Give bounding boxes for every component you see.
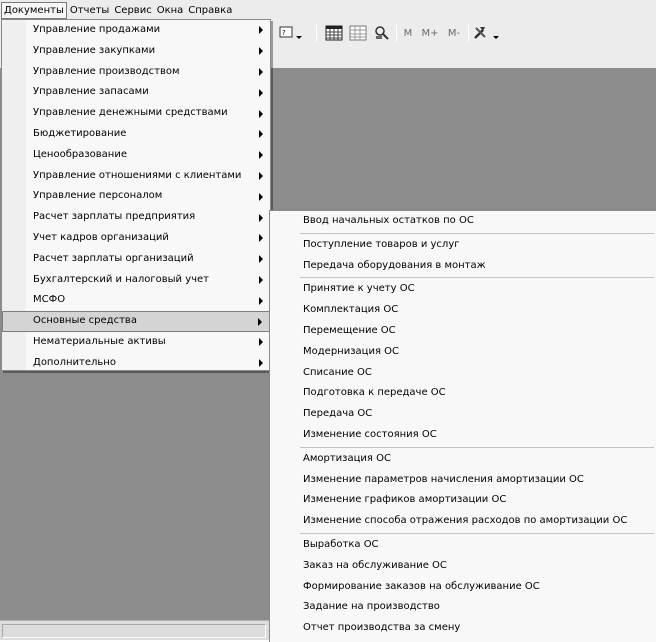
submenu-arrow-icon — [259, 276, 263, 284]
submenu-arrow-icon — [259, 110, 263, 118]
submenu-item[interactable]: Ввод начальных остатков по ОС — [303, 215, 474, 226]
menu-reports[interactable]: Отчеты — [69, 4, 110, 16]
submenu-item[interactable]: Изменение графиков амортизации ОС — [303, 494, 507, 506]
main-menu-item[interactable] — [2, 207, 270, 228]
submenu-item[interactable]: Принятие к учету ОС — [303, 283, 415, 295]
toolbar-separator — [468, 25, 469, 42]
main-menu-item[interactable] — [2, 82, 270, 103]
submenu-arrow-icon — [259, 338, 263, 346]
submenu-item[interactable]: Комплектация ОС — [303, 304, 399, 316]
submenu-arrow-icon — [259, 234, 263, 242]
submenu-item[interactable]: Амортизация ОС — [303, 452, 391, 464]
main-menu-item-label: Управление закупками — [33, 44, 156, 56]
submenu-arrow-icon — [259, 68, 263, 76]
documents-dropdown-menu — [1, 19, 271, 371]
submenu-item[interactable]: Формирование заказов на обслуживание ОС — [303, 580, 540, 592]
submenu-arrow-icon — [259, 255, 263, 263]
help-icon[interactable] — [278, 24, 304, 42]
main-menu-item-label: Управление отношениями с клиентами — [33, 169, 242, 181]
status-segment — [2, 624, 266, 638]
submenu-arrow-icon — [259, 47, 263, 55]
submenu-item[interactable]: Списание ОС — [303, 366, 372, 378]
submenu-arrow-icon — [259, 89, 263, 97]
main-menu-item-label: Основные средства — [33, 315, 137, 327]
submenu-item[interactable]: Изменение состояния ОС — [303, 428, 437, 440]
submenu-item[interactable]: Поступление товаров и услуг — [303, 238, 460, 250]
main-menu-item-label: Бухгалтерский и налоговый учет — [33, 273, 210, 285]
main-menu-item-label: Дополнительно — [33, 356, 116, 368]
main-menu-item-label: Управление производством — [33, 65, 180, 77]
tools-icon[interactable] — [472, 24, 502, 42]
main-menu-item-label: Управление запасами — [33, 86, 149, 98]
main-menu-item-label: Управление персоналом — [33, 190, 163, 202]
main-menu-item-label: Управление продажами — [33, 24, 161, 35]
fixed-assets-submenu — [269, 210, 656, 642]
main-menu-item[interactable] — [2, 62, 270, 83]
main-menu-item[interactable] — [2, 353, 270, 374]
submenu-item[interactable]: Передача ОС — [303, 408, 373, 420]
calendar-icon[interactable] — [324, 24, 344, 42]
memory-minus-icon[interactable]: M- — [447, 27, 461, 39]
menu-separator — [300, 233, 654, 234]
main-menu-item-label: Ценообразование — [33, 148, 127, 160]
menu-bar — [0, 0, 656, 20]
main-menu-item[interactable] — [2, 332, 270, 353]
main-menu-item-label: Нематериальные активы — [33, 335, 166, 347]
grid-icon[interactable] — [348, 24, 368, 42]
toolbar-separator — [396, 25, 397, 42]
main-menu-item-label: Учет кадров организаций — [33, 231, 169, 243]
main-menu-item-label: МСФО — [33, 294, 66, 306]
submenu-item[interactable]: Выработка ОС — [303, 538, 379, 550]
main-menu-item[interactable] — [2, 145, 270, 166]
main-menu-item[interactable] — [2, 166, 270, 187]
search-user-icon[interactable] — [372, 24, 392, 42]
submenu-arrow-icon — [259, 193, 263, 201]
main-menu-item[interactable] — [2, 311, 270, 332]
memory-plus-icon[interactable]: M+ — [421, 27, 439, 39]
main-menu-item-label: Расчет зарплаты предприятия — [33, 211, 196, 223]
submenu-arrow-icon — [258, 318, 262, 326]
submenu-item[interactable]: Заказ на обслуживание ОС — [303, 559, 447, 571]
memory-icon[interactable]: M — [403, 27, 413, 39]
main-menu-item[interactable] — [2, 186, 270, 207]
menu-documents[interactable]: Документы — [1, 2, 67, 19]
submenu-item[interactable]: Модернизация ОС — [303, 345, 399, 357]
menu-separator — [300, 277, 654, 278]
menu-separator — [300, 533, 654, 534]
menu-help[interactable]: Справка — [188, 4, 233, 16]
submenu-arrow-icon — [259, 172, 263, 180]
submenu-arrow-icon — [259, 151, 263, 159]
main-menu-item-label: Расчет зарплаты организаций — [33, 252, 194, 264]
submenu-arrow-icon — [259, 26, 263, 34]
svg-text:?: ? — [282, 29, 286, 37]
submenu-item[interactable]: Перемещение ОС — [303, 324, 396, 336]
submenu-item[interactable]: Подготовка к передаче ОС — [303, 387, 446, 399]
menu-windows[interactable]: Окна — [156, 4, 184, 16]
main-menu-item[interactable] — [2, 270, 270, 291]
main-menu-item[interactable] — [2, 290, 270, 311]
submenu-arrow-icon — [259, 359, 263, 367]
toolbar-separator — [316, 25, 317, 42]
submenu-item[interactable]: Передача оборудования в монтаж — [303, 259, 486, 271]
main-menu-item[interactable] — [2, 124, 270, 145]
main-menu-item[interactable] — [2, 20, 270, 41]
submenu-arrow-icon — [259, 214, 263, 222]
main-menu-item[interactable] — [2, 41, 270, 62]
main-menu-item-label: Управление денежными средствами — [33, 107, 228, 119]
menu-separator — [300, 447, 654, 448]
main-menu-item[interactable] — [2, 249, 270, 270]
submenu-item[interactable]: Изменение параметров начисления амортизации ОС — [303, 473, 584, 485]
main-menu-item[interactable] — [2, 228, 270, 249]
main-menu-item[interactable] — [2, 103, 270, 124]
menu-service[interactable]: Сервис — [114, 4, 152, 16]
submenu-arrow-icon — [259, 130, 263, 138]
main-menu-item-label: Бюджетирование — [33, 127, 127, 139]
submenu-item[interactable]: Задание на производство — [303, 601, 440, 613]
submenu-item[interactable]: Изменение способа отражения расходов по амортизации ОС — [303, 515, 628, 527]
submenu-item[interactable]: Отчет производства за смену — [303, 622, 461, 634]
submenu-arrow-icon — [259, 297, 263, 305]
